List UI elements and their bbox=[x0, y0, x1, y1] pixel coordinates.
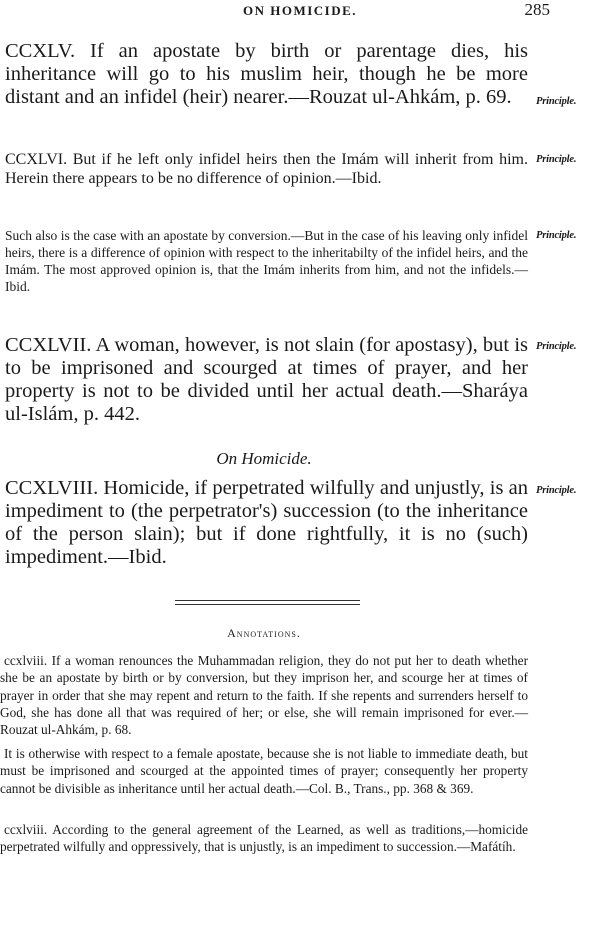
margin-note-principle-248: Principle. bbox=[536, 485, 577, 496]
running-title: ON HOMICIDE. bbox=[242, 3, 358, 18]
principle-247-text: CCXLVII. A woman, however, is not slain (for apostasy), but is to be imprisoned and scourged at times of prayer, and her property is not to be divided until her actual death.—Sharáya ul-Islám, p. 442. bbox=[5, 334, 528, 425]
annotation-248-second: ccxlviii. According to the general agreement of the Learned, as well as traditions,—homicide perpetrated wilfully and oppressively, that is unjustly, is an impediment to succession.—Mafátíh. bbox=[0, 822, 528, 855]
principle-248-text: CCXLVIII. Homicide, if perpetrated wilfully and unjustly, is an impediment to (the perpetrator's) succession (to the inheritance of the person slain); but if done rightfully, it is no (such) impediment.—Ibid. bbox=[5, 477, 528, 568]
annotation-248-first: ccxlviii. If a woman renounces the Muhammadan religion, they do not put her to death whether she be an apostate by birth or by conversion, but they imprison her, and scourge her at times of prayer in order that she may repent and return to the faith. If she repents and surrenders herself to God, she has done all that was required of her; or else, she will remain imprisoned for ever.—Rouzat ul-Ahkám, p. 68. bbox=[0, 653, 528, 738]
annotation-female-apostate: It is otherwise with respect to a female apostate, because she is not liable to immediate death, but must be imprisoned and scourged at the appointed times of prayer; consequently her property cannot be divisible as inheritance until her actual death.—Col. B., Trans., pp. 368 & 369. bbox=[0, 746, 528, 796]
principle-246-text: CCXLVI. But if he left only infidel heirs then the Imám will inherit from him. Herein there appears to be no difference of opinion.—Ibid. bbox=[5, 151, 528, 187]
margin-note-principle-247: Principle. bbox=[536, 341, 577, 352]
divider-line-bottom bbox=[175, 604, 360, 605]
principle-apostate-conversion-text: Such also is the case with an apostate by conversion.—But in the case of his leaving only infidel heirs, there is a difference of opinion with respect to the inheritabilty of the infidel heirs, and the Imám. The most approved opinion is, that the Imám inherits from him, and not the infidels.—Ibid. bbox=[5, 228, 528, 294]
page-number: 285 bbox=[524, 0, 550, 19]
principle-245-text: CCXLV. If an apostate by birth or parentage dies, his inheritance will go to his muslim heir, though he be more distant and an infidel (heir) nearer.—Rouzat ul-Ahkám, p. 69. bbox=[5, 40, 528, 108]
margin-note-principle-apostate-conversion: Principle. bbox=[536, 230, 577, 241]
divider-line-top bbox=[175, 600, 360, 601]
margin-note-principle-245: Principle. bbox=[536, 96, 577, 107]
margin-note-principle-246: Principle. bbox=[536, 154, 577, 165]
section-heading: On Homicide. bbox=[216, 449, 312, 468]
annotations-heading: Annotations. bbox=[227, 626, 301, 640]
page-header bbox=[0, 2, 600, 20]
